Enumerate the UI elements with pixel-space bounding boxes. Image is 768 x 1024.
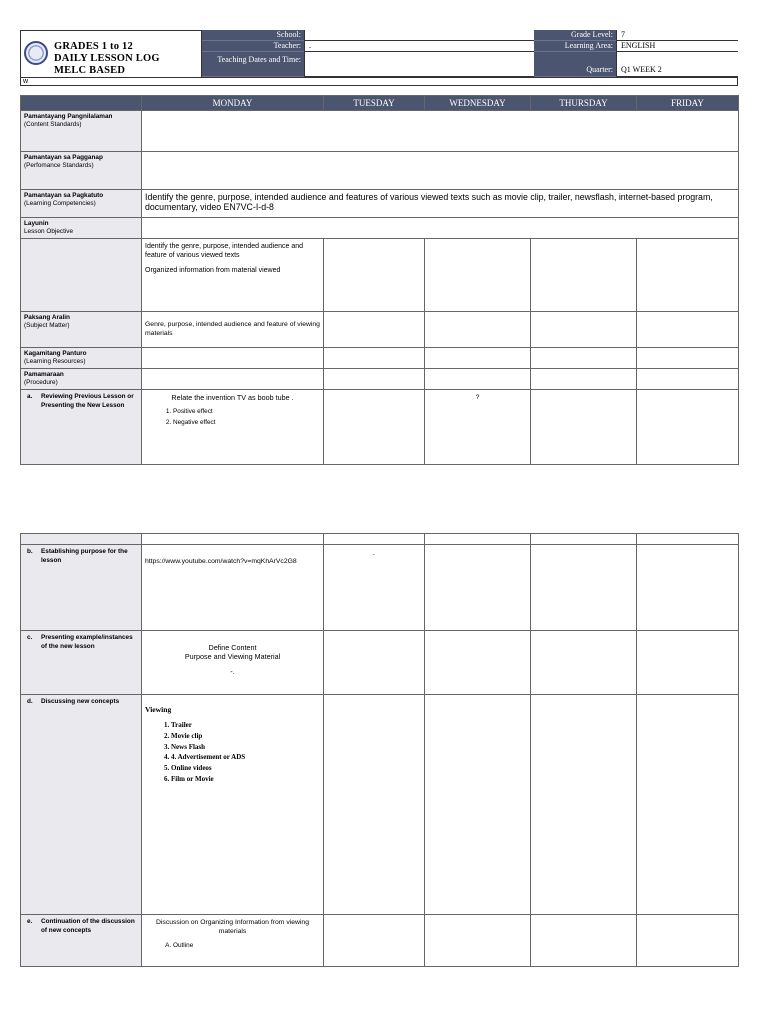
title-line-3: MELC BASED	[54, 65, 126, 76]
discussing-label: d. Discussing new concepts	[21, 695, 142, 915]
presenting-friday-cell[interactable]	[637, 631, 739, 695]
continuation-header-wednesday	[425, 534, 531, 545]
school-field[interactable]	[304, 30, 534, 41]
quarter-field[interactable]: Q1 WEEK 2	[616, 52, 738, 77]
continuation-friday-cell[interactable]	[637, 915, 739, 967]
school-label: School:	[202, 30, 304, 41]
objective-label: Layunin Lesson Objective	[21, 218, 142, 239]
corner-header	[21, 96, 142, 111]
establishing-friday-cell[interactable]	[637, 545, 739, 631]
learning-area-field[interactable]: ENGLISH	[616, 41, 738, 52]
performance-standards-cell[interactable]	[142, 152, 739, 190]
continuation-thursday-cell[interactable]	[531, 915, 637, 967]
day-header-monday: MONDAY	[142, 96, 324, 111]
establishing-monday-cell[interactable]	[142, 545, 324, 631]
learning-area-label: Learning Area:	[534, 41, 616, 52]
list-item: 4. 4. Advertisement or ADS	[171, 752, 320, 763]
reviewing-friday-cell[interactable]	[637, 390, 739, 465]
lesson-log-table-2	[20, 533, 739, 967]
title-line-1: GRADES 1 to 12	[54, 41, 133, 52]
resources-label: Kagamitang Panturo (Learning Resources)	[21, 348, 142, 369]
resources-monday-cell[interactable]	[142, 348, 324, 369]
reviewing-label: a. Reviewing Previous Lesson or Presenting the New Lesson	[21, 390, 142, 465]
objective-cell[interactable]	[142, 218, 739, 239]
subject-matter-friday-cell[interactable]	[637, 312, 739, 348]
header-mark: w	[23, 78, 29, 85]
presenting-monday-cell[interactable]: Define Content Purpose and Viewing Material -.	[142, 631, 324, 695]
subject-matter-thursday-cell[interactable]	[531, 312, 637, 348]
continuation-header-tuesday	[324, 534, 425, 545]
objective-tuesday-cell[interactable]	[324, 239, 425, 312]
day-header-friday: FRIDAY	[637, 96, 739, 111]
procedure-label: Pamamaraan (Procedure)	[21, 369, 142, 390]
continuation-header-label	[21, 534, 142, 545]
learning-competencies-cell[interactable]: Identify the genre, purpose, intended audience and features of various viewed texts such as movie clip, trailer, newsflash, internet-based program, documentary, video EN7VC-I-d-8	[142, 190, 739, 218]
presenting-wednesday-cell[interactable]	[425, 631, 531, 695]
resources-tuesday-cell[interactable]	[324, 348, 425, 369]
day-header-wednesday: WEDNESDAY	[425, 96, 531, 111]
grade-level-field[interactable]: 7	[616, 30, 738, 41]
teaching-dates-field[interactable]	[304, 52, 534, 77]
reviewing-tuesday-cell[interactable]	[324, 390, 425, 465]
list-item: 3. News Flash	[171, 742, 320, 753]
presenting-tuesday-cell[interactable]	[324, 631, 425, 695]
discussing-friday-cell[interactable]	[637, 695, 739, 915]
continuation-header-monday	[142, 534, 324, 545]
learning-competencies-label: Pamantayan sa Pagkatuto (Learning Competencies)	[21, 190, 142, 218]
objective-daily-label	[21, 239, 142, 312]
list-item: 2. Negative effect	[173, 417, 320, 428]
grade-level-label: Grade Level:	[534, 30, 616, 41]
continuation-tuesday-cell[interactable]	[324, 915, 425, 967]
procedure-thursday-cell[interactable]	[531, 369, 637, 390]
continuation-label: e. Continuation of the discussion of new concepts	[21, 915, 142, 967]
content-standards-label: Pamantayang Pangnilalaman (Content Standards)	[21, 111, 142, 152]
video-link[interactable]: https://www.youtube.com/watch?v=mqKhArVc2G8	[145, 558, 297, 565]
reviewing-monday-cell[interactable]: Relate the invention TV as boob tube . 1. Positive effect 2. Negative effect	[142, 390, 324, 465]
subject-matter-tuesday-cell[interactable]	[324, 312, 425, 348]
quarter-label: Quarter:	[534, 52, 616, 77]
header-divider	[20, 77, 738, 78]
procedure-friday-cell[interactable]	[637, 369, 739, 390]
discussing-wednesday-cell[interactable]	[425, 695, 531, 915]
discussing-tuesday-cell[interactable]	[324, 695, 425, 915]
discussing-monday-cell[interactable]: Viewing 1. Trailer 2. Movie clip 3. News Flash 4. 4. Advertisement or ADS 5. Online videos 6. Film or Movie	[142, 695, 324, 915]
list-item: 6. Film or Movie	[171, 774, 320, 785]
discussing-thursday-cell[interactable]	[531, 695, 637, 915]
list-item: 5. Online videos	[171, 763, 320, 774]
resources-wednesday-cell[interactable]	[425, 348, 531, 369]
procedure-tuesday-cell[interactable]	[324, 369, 425, 390]
list-item: A. Outline	[173, 940, 320, 951]
continuation-header-thursday	[531, 534, 637, 545]
day-header-tuesday: TUESDAY	[324, 96, 425, 111]
objective-friday-cell[interactable]	[637, 239, 739, 312]
establishing-wednesday-cell[interactable]	[425, 545, 531, 631]
continuation-monday-cell[interactable]: Discussion on Organizing Information from viewing materials A. Outline	[142, 915, 324, 967]
content-standards-cell[interactable]	[142, 111, 739, 152]
lesson-log-table-1	[20, 95, 739, 465]
presenting-label: c. Presenting example/instances of the new lesson	[21, 631, 142, 695]
procedure-wednesday-cell[interactable]	[425, 369, 531, 390]
deped-seal-icon	[24, 41, 48, 65]
subject-matter-monday-cell[interactable]: Genre, purpose, intended audience and feature of viewing materials	[142, 312, 324, 348]
establishing-tuesday-cell[interactable]: `	[324, 545, 425, 631]
reviewing-thursday-cell[interactable]	[531, 390, 637, 465]
resources-friday-cell[interactable]	[637, 348, 739, 369]
objective-monday-cell[interactable]: Identify the genre, purpose, intended audience and feature of various viewed texts Organized information from material viewed	[142, 239, 324, 312]
reviewing-wednesday-cell[interactable]: ?	[425, 390, 531, 465]
presenting-thursday-cell[interactable]	[531, 631, 637, 695]
list-item: 1. Positive effect	[173, 406, 320, 417]
objective-wednesday-cell[interactable]	[425, 239, 531, 312]
day-header-thursday: THURSDAY	[531, 96, 637, 111]
establishing-label: b. Establishing purpose for the lesson	[21, 545, 142, 631]
continuation-header-friday	[637, 534, 739, 545]
performance-standards-label: Pamantayan sa Pagganap (Perfomance Standards)	[21, 152, 142, 190]
resources-thursday-cell[interactable]	[531, 348, 637, 369]
title-line-2: DAILY LESSON LOG	[54, 53, 160, 64]
teacher-field[interactable]: .	[304, 41, 534, 52]
continuation-wednesday-cell[interactable]	[425, 915, 531, 967]
objective-thursday-cell[interactable]	[531, 239, 637, 312]
list-item: 1. Trailer	[171, 720, 320, 731]
teaching-dates-label: Teaching Dates and Time:	[202, 52, 304, 77]
teacher-label: Teacher:	[202, 41, 304, 52]
subject-matter-label: Paksang Aralin (Subject Matter)	[21, 312, 142, 348]
list-item: 2. Movie clip	[171, 731, 320, 742]
subject-matter-wednesday-cell[interactable]	[425, 312, 531, 348]
procedure-monday-cell[interactable]	[142, 369, 324, 390]
establishing-thursday-cell[interactable]	[531, 545, 637, 631]
